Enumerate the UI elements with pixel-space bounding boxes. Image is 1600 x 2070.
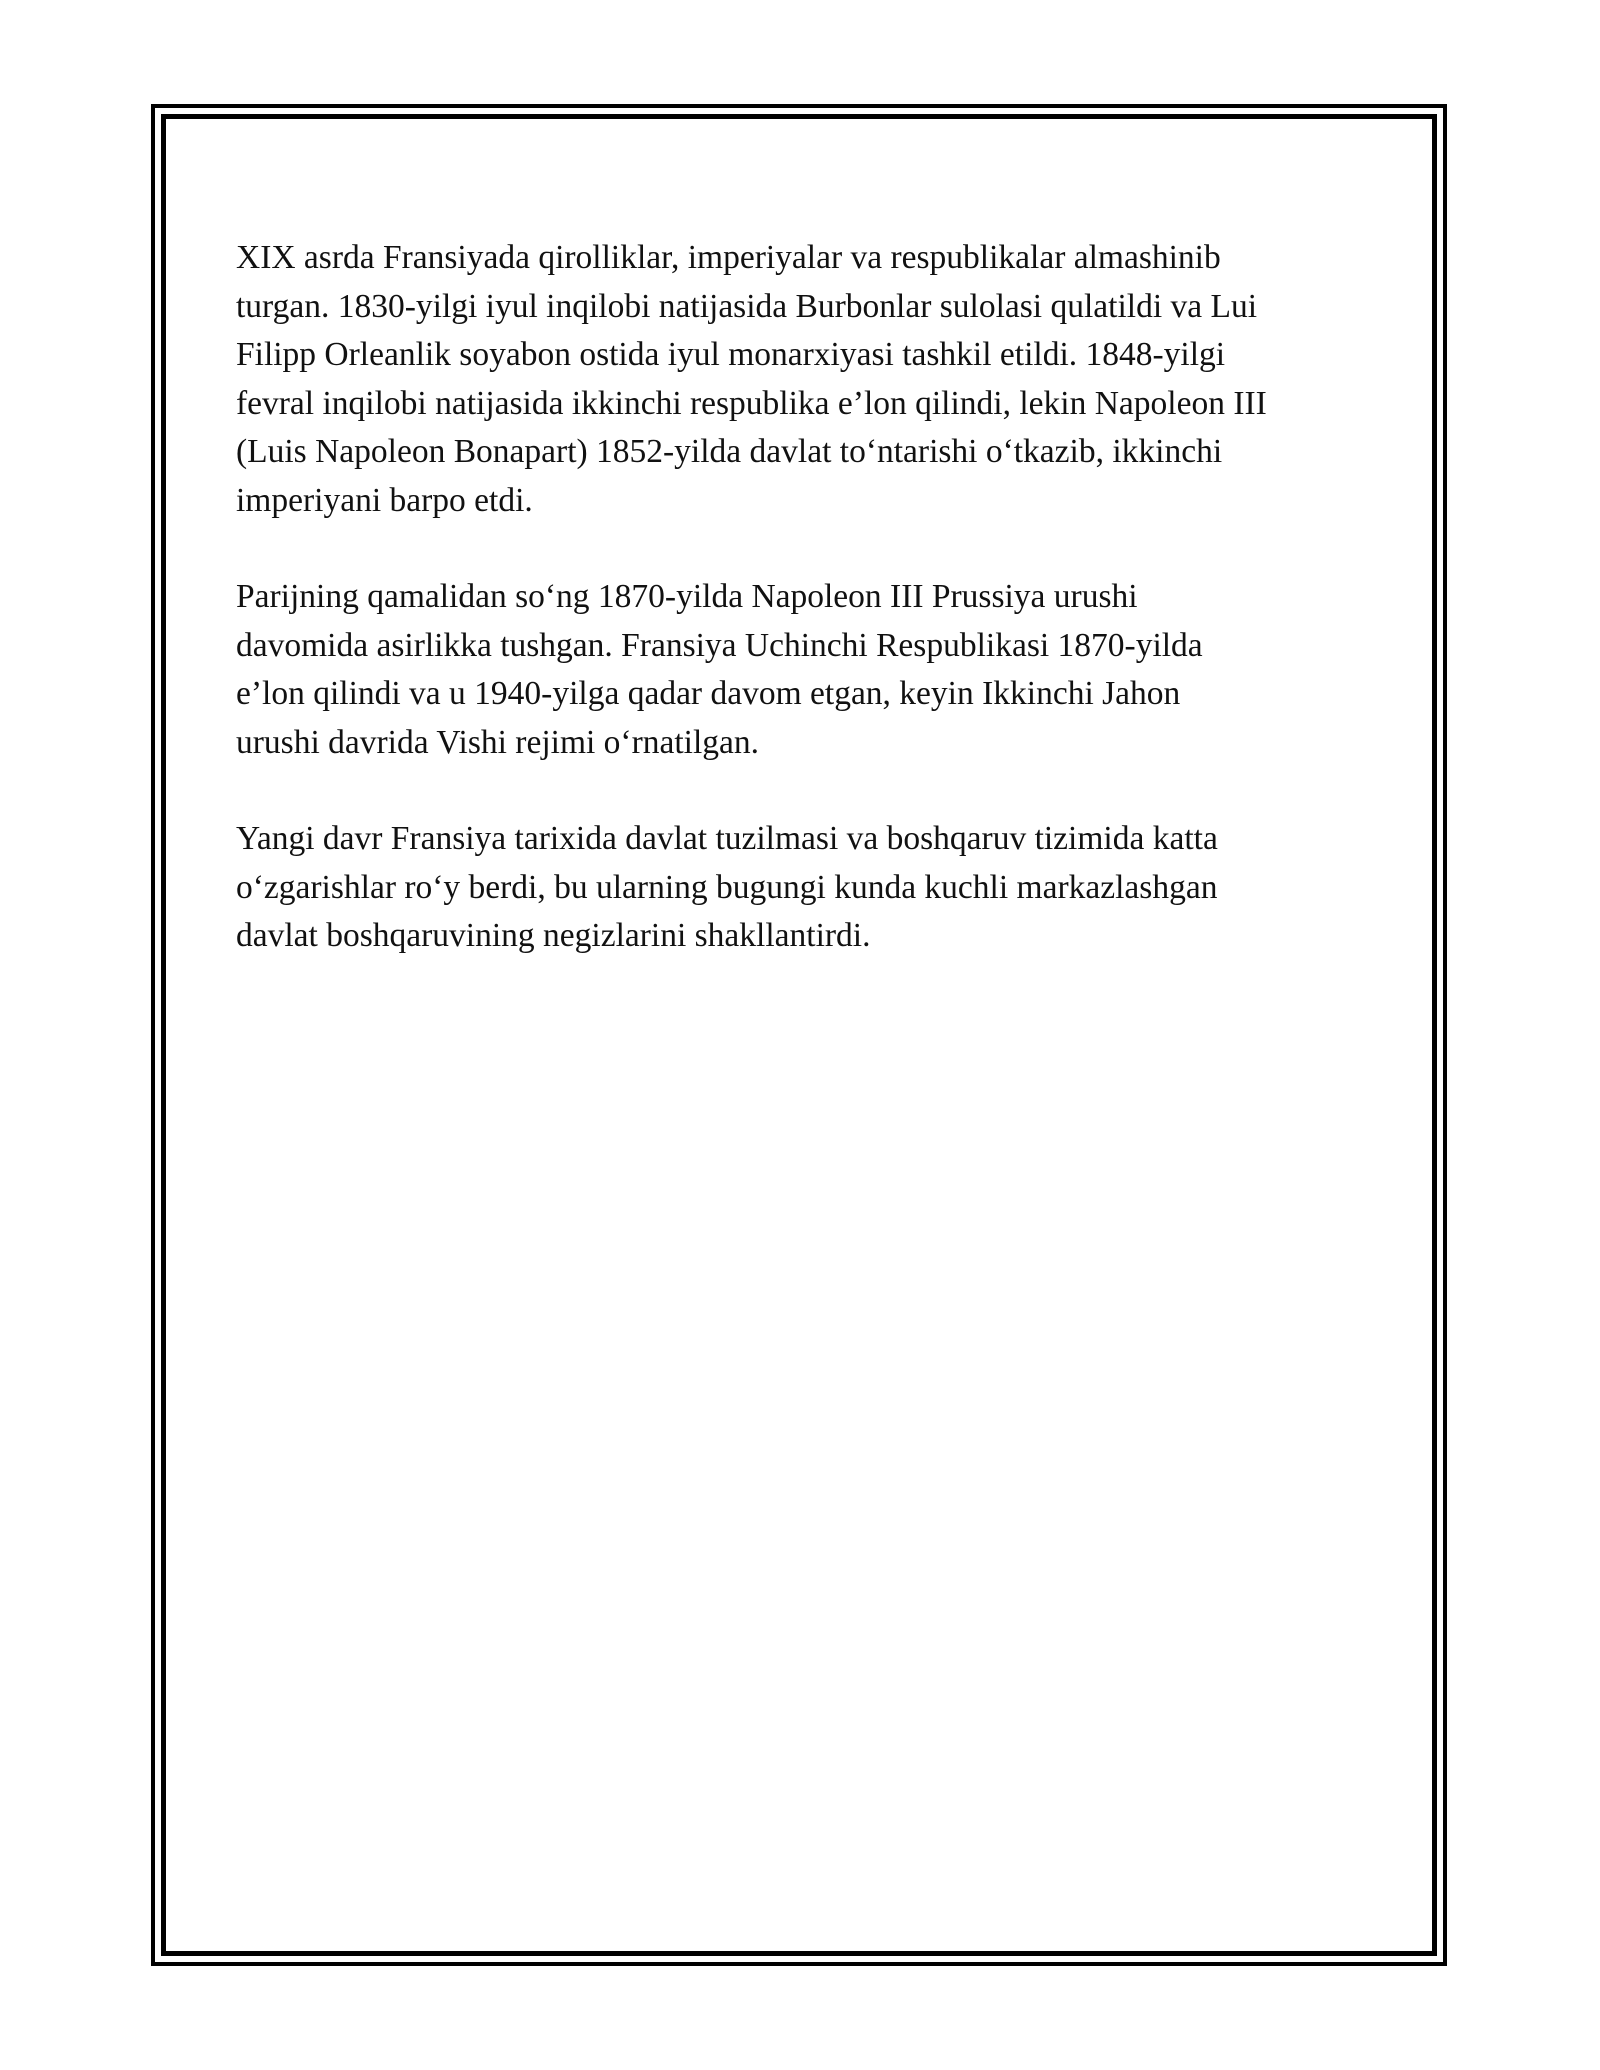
- paragraph-3: [236, 815, 1386, 961]
- paragraph-line: Yangi davr Fransiya tarixida davlat tuzilmasi va boshqaruv tizimida katta: [236, 820, 1218, 857]
- paragraph-line: Parijning qamalidan so‘ng 1870-yilda Napoleon III Prussiya urushi: [236, 578, 1138, 615]
- paragraph-line: XIX asrda Fransiyada qirolliklar, imperiyalar va respublikalar almashinib: [236, 239, 1221, 276]
- paragraph-line: urushi davrida Vishi rejimi o‘rnatilgan.: [236, 723, 760, 761]
- paragraph-1: [236, 234, 1386, 525]
- paragraph-line: (Luis Napoleon Bonapart) 1852-yilda davlat to‘ntarishi o‘tkazib, ikkinchi: [236, 433, 1223, 470]
- paragraph-line: o‘zgarishlar ro‘y berdi, bu ularning bugungi kunda kuchli markazlashgan: [236, 868, 1218, 906]
- paragraph-line: fevral inqilobi natijasida ikkinchi respublika e’lon qilindi, lekin Napoleon III: [236, 384, 1267, 422]
- document-body: [236, 234, 1386, 1009]
- paragraph-line: e’lon qilindi va u 1940-yilga qadar davom etgan, keyin Ikkinchi Jahon: [236, 675, 1181, 712]
- paragraph-line: imperiyani barpo etdi.: [236, 481, 533, 519]
- paragraph-2: [236, 573, 1386, 767]
- paragraph-line: Filipp Orleanlik soyabon ostida iyul monarxiyasi tashkil etildi. 1848-yilgi: [236, 336, 1226, 373]
- paragraph-line: turgan. 1830-yilgi iyul inqilobi natijasida Burbonlar sulolasi qulatildi va Lui: [236, 287, 1258, 325]
- paragraph-line: davomida asirlikka tushgan. Fransiya Uchinchi Respublikasi 1870-yilda: [236, 626, 1203, 664]
- paragraph-line: davlat boshqaruvining negizlarini shakllantirdi.: [236, 917, 871, 954]
